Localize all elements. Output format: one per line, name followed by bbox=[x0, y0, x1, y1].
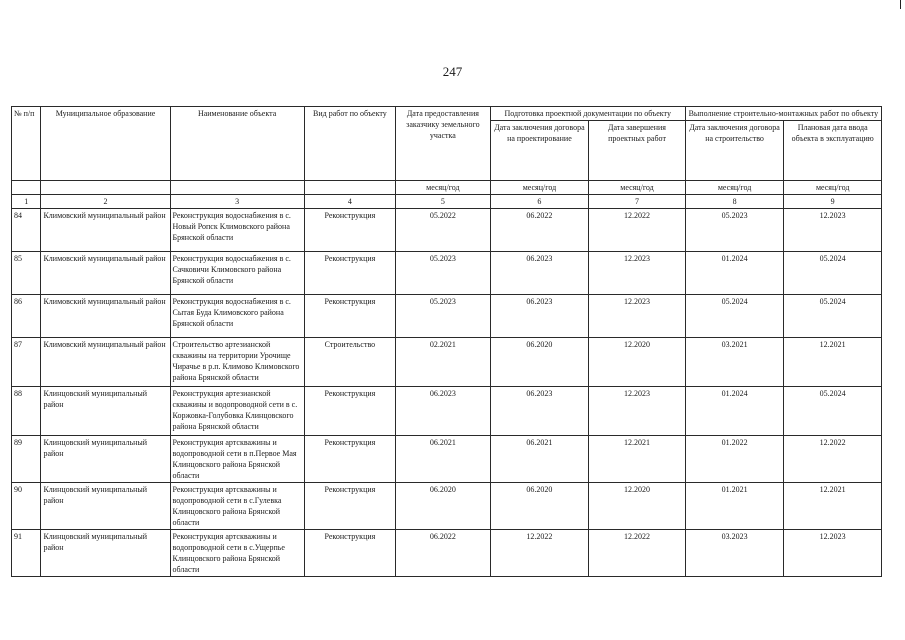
unit-cell: месяц/год bbox=[589, 181, 686, 195]
units-row bbox=[12, 181, 882, 195]
row-municipality: Клинцовский муниципальный район bbox=[41, 436, 170, 483]
unit-cell: месяц/год bbox=[490, 181, 589, 195]
row-design-contract: 06.2023 bbox=[490, 252, 589, 295]
table-row bbox=[12, 252, 882, 295]
row-commissioning: 12.2021 bbox=[784, 338, 882, 387]
row-design-contract: 12.2022 bbox=[490, 530, 589, 577]
row-number: 91 bbox=[12, 530, 41, 577]
page-number: 247 bbox=[442, 64, 463, 79]
table-row bbox=[12, 338, 882, 387]
row-land-date: 02.2021 bbox=[396, 338, 491, 387]
unit-cell: месяц/год bbox=[784, 181, 882, 195]
row-municipality: Клинцовский муниципальный район bbox=[41, 483, 170, 530]
row-land-date: 06.2021 bbox=[396, 436, 491, 483]
row-design-finish: 12.2022 bbox=[589, 209, 686, 252]
column-number: 1 bbox=[12, 195, 41, 209]
row-commissioning: 12.2023 bbox=[784, 530, 882, 577]
row-design-finish: 12.2023 bbox=[589, 295, 686, 338]
row-municipality: Климовский муниципальный район bbox=[41, 252, 170, 295]
row-land-date: 06.2022 bbox=[396, 530, 491, 577]
row-design-finish: 12.2023 bbox=[589, 252, 686, 295]
column-number: 9 bbox=[784, 195, 882, 209]
row-object: Реконструкция водоснабжения в с. Сачковичи Климовского района Брянской области bbox=[170, 252, 304, 295]
row-work-type: Реконструкция bbox=[304, 530, 395, 577]
objects-table bbox=[11, 106, 882, 577]
row-work-type: Реконструкция bbox=[304, 252, 395, 295]
row-object: Реконструкция артскважины и водопроводной сети в с.Ущерпье Клинцовского района Брянской области bbox=[170, 530, 304, 577]
row-design-contract: 06.2020 bbox=[490, 483, 589, 530]
row-number: 90 bbox=[12, 483, 41, 530]
row-land-date: 06.2023 bbox=[396, 387, 491, 436]
table-row bbox=[12, 436, 882, 483]
row-commissioning: 05.2024 bbox=[784, 252, 882, 295]
row-object: Реконструкция артскважины и водопроводной сети в с.Гулевка Клинцовского района Брянской области bbox=[170, 483, 304, 530]
header-construction-contract: Дата заключения договора на строительство bbox=[685, 121, 784, 181]
row-build-contract: 01.2024 bbox=[685, 387, 784, 436]
column-number: 8 bbox=[685, 195, 784, 209]
row-build-contract: 01.2021 bbox=[685, 483, 784, 530]
table-row bbox=[12, 387, 882, 436]
row-land-date: 06.2020 bbox=[396, 483, 491, 530]
row-number: 87 bbox=[12, 338, 41, 387]
header-num: № п/п bbox=[12, 107, 41, 181]
column-number-row bbox=[12, 195, 882, 209]
row-build-contract: 05.2024 bbox=[685, 295, 784, 338]
row-number: 85 bbox=[12, 252, 41, 295]
row-number: 86 bbox=[12, 295, 41, 338]
row-build-contract: 03.2023 bbox=[685, 530, 784, 577]
row-design-contract: 06.2023 bbox=[490, 387, 589, 436]
row-commissioning: 12.2021 bbox=[784, 483, 882, 530]
column-number: 6 bbox=[490, 195, 589, 209]
column-number: 7 bbox=[589, 195, 686, 209]
table-row bbox=[12, 530, 882, 577]
row-work-type: Реконструкция bbox=[304, 209, 395, 252]
row-build-contract: 03.2021 bbox=[685, 338, 784, 387]
table-row bbox=[12, 209, 882, 252]
table-row bbox=[12, 295, 882, 338]
row-object: Реконструкция артскважины и водопроводной сети в п.Первое Мая Клинцовского района Брянской области bbox=[170, 436, 304, 483]
header-object-name: Наименование объекта bbox=[170, 107, 304, 181]
row-land-date: 05.2023 bbox=[396, 295, 491, 338]
row-build-contract: 05.2023 bbox=[685, 209, 784, 252]
page-edge-mark bbox=[900, 0, 901, 9]
row-work-type: Реконструкция bbox=[304, 483, 395, 530]
row-land-date: 05.2023 bbox=[396, 252, 491, 295]
row-municipality: Клинцовский муниципальный район bbox=[41, 387, 170, 436]
row-object: Реконструкция водоснабжения в с. Сытая Буда Климовского района Брянской области bbox=[170, 295, 304, 338]
row-design-finish: 12.2022 bbox=[589, 530, 686, 577]
table-row bbox=[12, 483, 882, 530]
row-number: 84 bbox=[12, 209, 41, 252]
header-commissioning: Плановая дата ввода объекта в эксплуатацию bbox=[784, 121, 882, 181]
header-land-date: Дата предоставления заказчику земельного участка bbox=[396, 107, 491, 181]
row-number: 88 bbox=[12, 387, 41, 436]
row-design-finish: 12.2021 bbox=[589, 436, 686, 483]
row-municipality: Климовский муниципальный район bbox=[41, 295, 170, 338]
row-object: Строительство артезианской скважины на территории Урочище Чирачье в р.п. Климово Климовского района Брянской области bbox=[170, 338, 304, 387]
row-work-type: Реконструкция bbox=[304, 387, 395, 436]
header-design-finish: Дата завершения проектных работ bbox=[589, 121, 686, 181]
column-number: 2 bbox=[41, 195, 170, 209]
row-municipality: Климовский муниципальный район bbox=[41, 338, 170, 387]
row-land-date: 05.2022 bbox=[396, 209, 491, 252]
column-number: 4 bbox=[304, 195, 395, 209]
unit-cell: месяц/год bbox=[685, 181, 784, 195]
row-build-contract: 01.2022 bbox=[685, 436, 784, 483]
row-work-type: Реконструкция bbox=[304, 436, 395, 483]
unit-cell: месяц/год bbox=[396, 181, 491, 195]
header-municipality: Муниципальное образование bbox=[41, 107, 170, 181]
row-design-finish: 12.2020 bbox=[589, 483, 686, 530]
row-design-contract: 06.2021 bbox=[490, 436, 589, 483]
row-municipality: Климовский муниципальный район bbox=[41, 209, 170, 252]
row-municipality: Клинцовский муниципальный район bbox=[41, 530, 170, 577]
row-number: 89 bbox=[12, 436, 41, 483]
row-design-contract: 06.2022 bbox=[490, 209, 589, 252]
row-design-finish: 12.2023 bbox=[589, 387, 686, 436]
column-number: 5 bbox=[396, 195, 491, 209]
header-design-group: Подготовка проектной документации по объекту bbox=[490, 107, 685, 121]
header-construction-group: Выполнение строительно-монтажных работ по объекту bbox=[685, 107, 881, 121]
header-row-1 bbox=[12, 107, 882, 121]
row-work-type: Строительство bbox=[304, 338, 395, 387]
row-design-contract: 06.2023 bbox=[490, 295, 589, 338]
row-design-contract: 06.2020 bbox=[490, 338, 589, 387]
header-design-contract: Дата заключения договора на проектирование bbox=[490, 121, 589, 181]
row-object: Реконструкция артезианской скважины и водопроводной сети в с. Коржовка-Голубовка Клинцовского района Брянской области bbox=[170, 387, 304, 436]
row-design-finish: 12.2020 bbox=[589, 338, 686, 387]
row-build-contract: 01.2024 bbox=[685, 252, 784, 295]
row-commissioning: 12.2023 bbox=[784, 209, 882, 252]
row-object: Реконструкция водоснабжения в с. Новый Ропск Климовского района Брянской области bbox=[170, 209, 304, 252]
row-commissioning: 12.2022 bbox=[784, 436, 882, 483]
header-work-type: Вид работ по объекту bbox=[304, 107, 395, 181]
row-commissioning: 05.2024 bbox=[784, 387, 882, 436]
row-work-type: Реконструкция bbox=[304, 295, 395, 338]
column-number: 3 bbox=[170, 195, 304, 209]
row-commissioning: 05.2024 bbox=[784, 295, 882, 338]
